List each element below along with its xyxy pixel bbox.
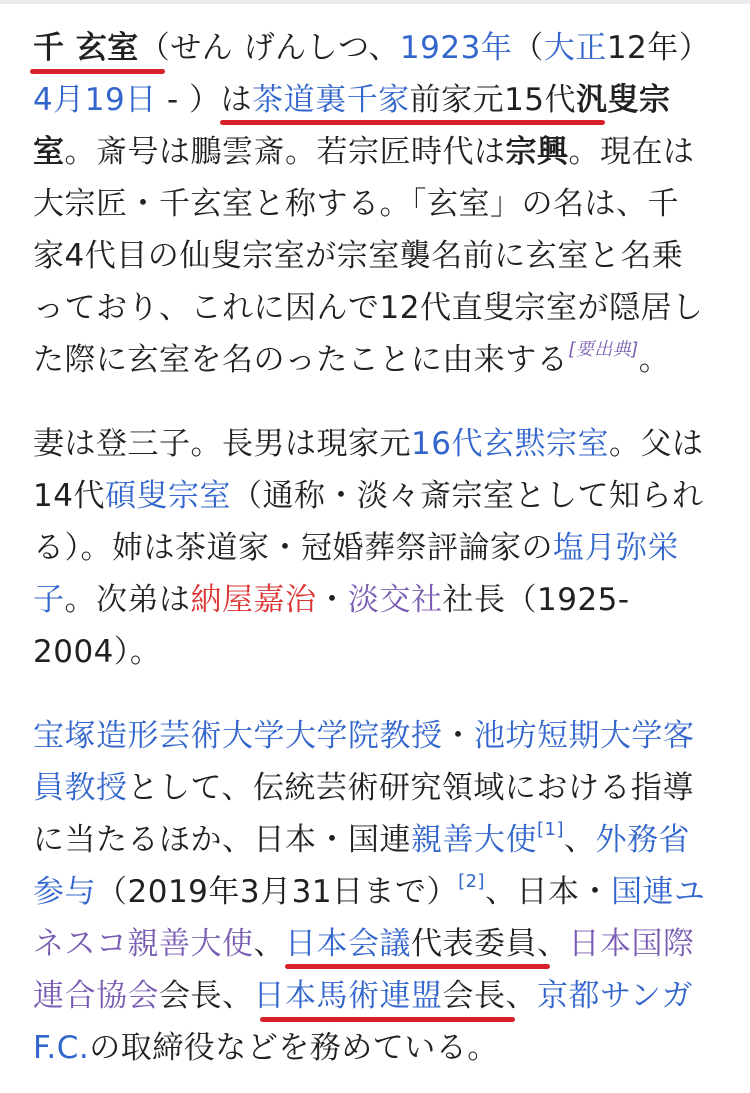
text-segment: の取締役などを務めている。 — [89, 1030, 499, 1066]
text-line — [33, 758, 694, 818]
top-divider — [0, 0, 750, 4]
text-segment: 大宗匠・千玄室と称する。「玄室」の名は、千 — [33, 186, 679, 222]
annotation-underline-nippon-kaigi — [285, 964, 550, 969]
text-segment: （せん げんしつ、 — [138, 30, 400, 66]
text-segment: 、 — [253, 926, 285, 962]
annotation-underline-urasenke — [220, 120, 605, 125]
text-line — [33, 330, 670, 390]
text-segment: 妻は登三子。長男は現家元 — [33, 426, 411, 462]
wiki-link[interactable]: 碩叟宗室 — [104, 478, 231, 514]
text-segment: 。次弟は — [64, 582, 191, 618]
wiki-link[interactable]: 親善大使 — [411, 822, 537, 858]
annotation-underline-equestrian — [260, 1017, 515, 1022]
wiki-link[interactable]: 1923年 — [399, 30, 513, 66]
text-segment: 代表委員 — [411, 926, 537, 962]
paragraph-family — [33, 414, 723, 714]
text-line — [33, 622, 161, 682]
text-segment: （通称・淡々斎宗室として知られ — [230, 478, 704, 514]
wiki-link[interactable]: 員教授 — [33, 770, 128, 806]
text-segment: 、 — [564, 822, 596, 858]
text-line — [33, 414, 703, 474]
wiki-link[interactable]: 京都サンガ — [537, 978, 693, 1014]
citation-link[interactable]: [2] — [458, 871, 486, 892]
red-link[interactable]: 納屋嘉治 — [190, 582, 317, 618]
text-line — [33, 278, 703, 338]
text-segment: として、伝統芸術研究領域における指導 — [127, 770, 694, 806]
text-segment: っており、これに因んで12代直叟宗室が隠居し — [33, 290, 704, 326]
visited-link[interactable]: ネスコ親善大使 — [33, 926, 254, 962]
text-segment: ・ — [316, 582, 348, 618]
text-segment: 、日本・ — [485, 874, 612, 910]
wiki-link[interactable]: 宝塚造形芸術大学大学院教授 — [33, 718, 443, 754]
text-line — [33, 810, 690, 870]
text-segment: 。斎号は鵬雲斎。若宗匠時代は — [64, 134, 506, 170]
wiki-link[interactable]: 日本会議 — [285, 926, 411, 962]
text-segment: 社長（1925- — [442, 582, 630, 618]
text-segment: 会長、 — [159, 978, 254, 1014]
wiki-link[interactable]: 大正 — [543, 30, 607, 66]
text-segment: 。 — [638, 342, 671, 378]
citation-link[interactable]: [1] — [537, 819, 564, 840]
wiki-link[interactable]: 4月19日 — [33, 82, 157, 118]
paragraph-career — [33, 706, 723, 1086]
text-line — [33, 466, 703, 526]
wiki-link[interactable]: 日本馬術連盟 — [253, 978, 443, 1014]
text-segment: る）。姉は茶道家・冠婚葬祭評論家の — [33, 530, 553, 566]
text-line — [33, 122, 695, 182]
citation-needed-tag[interactable]: [要出典] — [568, 339, 639, 360]
bold-term: 千 玄室 — [33, 30, 139, 66]
text-segment: ・ — [442, 718, 474, 754]
visited-link[interactable]: 淡交社 — [348, 582, 443, 618]
wiki-link[interactable]: 池坊短期大学客 — [474, 718, 695, 754]
wiki-link[interactable]: 参与 — [33, 874, 96, 910]
text-segment: 。父は — [608, 426, 704, 462]
bold-term: 宗興 — [505, 134, 569, 170]
text-line — [33, 174, 679, 234]
visited-link[interactable]: 日本国際 — [568, 926, 695, 962]
text-segment: 14代 — [33, 478, 105, 514]
wiki-link[interactable]: 16代玄黙宗室 — [411, 426, 609, 462]
text-segment: に当たるほか、日本・国連 — [33, 822, 411, 858]
text-segment: （2019年3月31日まで） — [96, 874, 459, 910]
text-line — [33, 1018, 499, 1078]
text-segment: た際に玄室を名のったことに由来する — [33, 342, 569, 378]
text-line — [33, 706, 695, 766]
text-segment: 2004）。 — [33, 634, 162, 670]
bold-term: 室 — [33, 134, 65, 170]
wiki-link[interactable]: 塩月弥栄 — [553, 530, 679, 566]
wiki-link[interactable]: 子 — [33, 582, 65, 618]
wiki-link[interactable]: 国連ユ — [611, 874, 706, 910]
text-segment: 会長、 — [442, 978, 537, 1014]
text-segment: 12年） — [606, 30, 711, 66]
text-segment: 前家元15代 — [409, 82, 577, 118]
text-segment: 。現在は — [568, 134, 695, 170]
visited-link[interactable]: 連合協会 — [33, 978, 159, 1014]
annotation-underline-name — [30, 69, 165, 74]
text-segment: - ）は — [156, 82, 253, 118]
text-line — [33, 570, 630, 630]
wiki-link[interactable]: F.C. — [33, 1030, 90, 1066]
paragraph-intro — [33, 18, 723, 438]
text-line — [33, 226, 683, 286]
text-segment: 家4代目の仙叟宗室が宗室襲名前に玄室と名乗 — [33, 238, 684, 274]
wiki-link[interactable]: 茶道裏千家 — [252, 82, 410, 118]
text-line — [33, 862, 706, 922]
text-segment: 、 — [537, 926, 569, 962]
text-line — [33, 518, 679, 578]
text-segment: （ — [512, 30, 544, 66]
wiki-link[interactable]: 外務省 — [595, 822, 690, 858]
bold-term: 汎叟宗 — [576, 82, 671, 118]
